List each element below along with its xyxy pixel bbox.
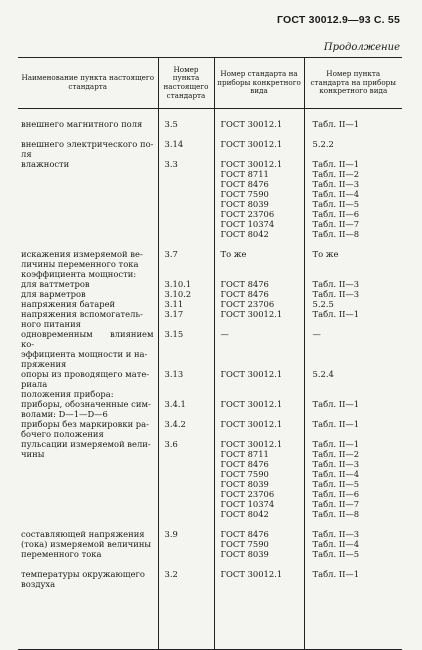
std-line: ГОСТ 7590 <box>221 539 301 549</box>
std-line: ГОСТ 8476 <box>221 279 301 289</box>
cell-name <box>18 439 158 519</box>
cell-clause <box>158 249 214 269</box>
name-line: риала <box>21 379 154 389</box>
cell-clause <box>158 529 214 559</box>
cell-clause <box>158 419 214 439</box>
name-line: напряжения вспомогатель- <box>21 309 154 319</box>
clause-text: 3.15 <box>165 329 211 339</box>
std-line: ГОСТ 8476 <box>221 289 301 299</box>
cell-clause <box>158 159 214 239</box>
cell-stdp <box>304 419 402 439</box>
table-body <box>18 109 402 650</box>
cell-std <box>214 309 304 329</box>
table-gap <box>18 519 402 529</box>
name-line: волами: D—1—D—6 <box>21 409 154 419</box>
stdp-line: Табл. II—3 <box>313 529 400 539</box>
cell-clause <box>158 289 214 299</box>
std-line: ГОСТ 30012.1 <box>221 119 301 129</box>
stdp-line: Табл. II—1 <box>313 569 400 579</box>
cell-name <box>18 529 158 559</box>
cell-clause <box>158 269 214 279</box>
stdp-line: 5.2.2 <box>313 139 400 149</box>
cell-name <box>18 269 158 279</box>
name-line: коэффициента мощности: <box>21 269 154 279</box>
std-line: ГОСТ 8039 <box>221 479 301 489</box>
clause-text: 3.10.1 <box>165 279 211 289</box>
clause-text: 3.6 <box>165 439 211 449</box>
table-spacer <box>18 109 402 120</box>
table-row <box>18 119 402 129</box>
std-line: ГОСТ 23706 <box>221 299 301 309</box>
stdp-line: Табл. II—1 <box>313 419 400 429</box>
cell-stdp <box>304 309 402 329</box>
name-line: эффициента мощности и на- <box>21 349 154 359</box>
cell-name <box>18 309 158 329</box>
name-line: бочего положения <box>21 429 154 439</box>
std-line: ГОСТ 7590 <box>221 469 301 479</box>
cell-std <box>214 529 304 559</box>
cell-std <box>214 419 304 439</box>
name-line: ля <box>21 149 154 159</box>
table-row <box>18 329 402 369</box>
cell-name <box>18 419 158 439</box>
table-gap <box>18 559 402 569</box>
name-line: внешнего магнитного поля <box>21 119 154 129</box>
cell-std <box>214 289 304 299</box>
stdp-line: Табл. II—6 <box>313 489 400 499</box>
cell-stdp <box>304 529 402 559</box>
table-row <box>18 299 402 309</box>
cell-name <box>18 369 158 389</box>
cell-std <box>214 569 304 650</box>
std-line: ГОСТ 8039 <box>221 199 301 209</box>
stdp-line: Табл. II—3 <box>313 179 400 189</box>
clause-text: 3.10.2 <box>165 289 211 299</box>
std-line: ГОСТ 8042 <box>221 229 301 239</box>
std-line: ГОСТ 8476 <box>221 179 301 189</box>
cell-clause <box>158 569 214 650</box>
cell-clause <box>158 439 214 519</box>
cell-name <box>18 329 158 369</box>
cell-stdp <box>304 389 402 399</box>
cell-name <box>18 569 158 650</box>
name-line: напряжения батарей <box>21 299 154 309</box>
column-header-standard-clause: Номер пункта стандарта на приборы конкретного вида <box>304 58 402 109</box>
std-line: ГОСТ 8039 <box>221 549 301 559</box>
name-line: опоры из проводящего мате- <box>21 369 154 379</box>
cell-name <box>18 289 158 299</box>
name-line: (тока) измеряемой величины <box>21 539 154 549</box>
table-row <box>18 159 402 239</box>
std-line: — <box>221 329 301 339</box>
stdp-line: Табл. II—4 <box>313 189 400 199</box>
name-line: переменного тока <box>21 549 154 559</box>
stdp-line: Табл. II—8 <box>313 229 400 239</box>
cell-stdp <box>304 279 402 289</box>
table-row <box>18 289 402 299</box>
table-header-row <box>18 58 402 109</box>
stdp-line: Табл. II—1 <box>313 309 400 319</box>
cell-clause <box>158 389 214 399</box>
name-line: приборы, обозначенные сим- <box>21 399 154 409</box>
cell-std <box>214 329 304 369</box>
table-row <box>18 439 402 519</box>
cell-std <box>214 159 304 239</box>
stdp-line: Табл. II—4 <box>313 539 400 549</box>
table-row <box>18 279 402 289</box>
std-line: ГОСТ 10374 <box>221 219 301 229</box>
std-line: ГОСТ 8711 <box>221 449 301 459</box>
cell-clause <box>158 139 214 159</box>
table-row <box>18 249 402 269</box>
cell-stdp <box>304 399 402 419</box>
continuation-label: Продолжение <box>324 42 400 53</box>
std-line: ГОСТ 8476 <box>221 529 301 539</box>
table-row <box>18 369 402 389</box>
cell-stdp <box>304 329 402 369</box>
std-line: ГОСТ 23706 <box>221 209 301 219</box>
cell-stdp <box>304 289 402 299</box>
cell-std <box>214 139 304 159</box>
stdp-line: 5.2.4 <box>313 369 400 379</box>
table-row <box>18 389 402 399</box>
name-line: температуры окружающего <box>21 569 154 579</box>
stdp-line: Табл. II—7 <box>313 499 400 509</box>
name-line: приборы без маркировки ра- <box>21 419 154 429</box>
cell-std <box>214 399 304 419</box>
cell-name <box>18 249 158 269</box>
cell-stdp <box>304 569 402 650</box>
clause-text: 3.7 <box>165 249 211 259</box>
std-line: ГОСТ 30012.1 <box>221 309 301 319</box>
cell-std <box>214 439 304 519</box>
cell-name <box>18 399 158 419</box>
cell-name <box>18 299 158 309</box>
cell-clause <box>158 369 214 389</box>
table-gap <box>18 239 402 249</box>
cell-std <box>214 279 304 289</box>
std-line: ГОСТ 30012.1 <box>221 369 301 379</box>
clause-text: 3.3 <box>165 159 211 169</box>
cell-stdp <box>304 249 402 269</box>
cell-stdp <box>304 299 402 309</box>
cell-name <box>18 279 158 289</box>
name-line: пряжения <box>21 359 154 369</box>
name-line: для варметров <box>21 289 154 299</box>
table-row <box>18 269 402 279</box>
stdp-line: — <box>313 329 400 339</box>
std-line: ГОСТ 30012.1 <box>221 569 301 579</box>
clause-text: 3.9 <box>165 529 211 539</box>
stdp-line: Табл. II—3 <box>313 279 400 289</box>
column-header-standard: Номер стандарта на приборы конкретного вида <box>214 58 304 109</box>
std-line: ГОСТ 23706 <box>221 489 301 499</box>
name-line: воздуха <box>21 579 154 589</box>
cell-stdp <box>304 269 402 279</box>
cell-name <box>18 159 158 239</box>
stdp-line: Табл. II—8 <box>313 509 400 519</box>
std-line: ГОСТ 8711 <box>221 169 301 179</box>
name-line: личины переменного тока <box>21 259 154 269</box>
stdp-line: Табл. II—2 <box>313 449 400 459</box>
stdp-line: Табл. II—1 <box>313 439 400 449</box>
stdp-line: Табл. II—2 <box>313 169 400 179</box>
std-line: ГОСТ 30012.1 <box>221 399 301 409</box>
name-line: положения прибора: <box>21 389 154 399</box>
cell-clause <box>158 279 214 289</box>
stdp-line: Табл. II—1 <box>313 119 400 129</box>
name-line: чины <box>21 449 154 459</box>
stdp-line: Табл. II—3 <box>313 289 400 299</box>
stdp-line: 5.2.5 <box>313 299 400 309</box>
clause-text: 3.17 <box>165 309 211 319</box>
stdp-line: Табл. II—4 <box>313 469 400 479</box>
stdp-line: Табл. II—7 <box>313 219 400 229</box>
stdp-line: То же <box>313 249 400 259</box>
name-line: составляющей напряжения <box>21 529 154 539</box>
table-row <box>18 419 402 439</box>
clause-text: 3.2 <box>165 569 211 579</box>
cell-stdp <box>304 119 402 129</box>
cell-clause <box>158 329 214 369</box>
name-line: одновременным влиянием ко- <box>21 329 154 349</box>
cell-clause <box>158 119 214 129</box>
std-line: ГОСТ 8476 <box>221 459 301 469</box>
cell-clause <box>158 299 214 309</box>
name-line: ного питания <box>21 319 154 329</box>
page-header: ГОСТ 30012.9—93 С. 55 <box>277 14 400 26</box>
cell-clause <box>158 309 214 329</box>
cell-std <box>214 119 304 129</box>
cell-clause <box>158 399 214 419</box>
table-row <box>18 139 402 159</box>
std-line: ГОСТ 7590 <box>221 189 301 199</box>
table-row <box>18 309 402 329</box>
cell-name <box>18 139 158 159</box>
cell-stdp <box>304 139 402 159</box>
stdp-line: Табл. II—5 <box>313 549 400 559</box>
cell-stdp <box>304 159 402 239</box>
cell-std <box>214 369 304 389</box>
std-line: ГОСТ 30012.1 <box>221 439 301 449</box>
clause-text: 3.11 <box>165 299 211 309</box>
cell-std <box>214 269 304 279</box>
stdp-line: Табл. II—5 <box>313 479 400 489</box>
name-line: влажности <box>21 159 154 169</box>
name-line: внешнего электрического по- <box>21 139 154 149</box>
standards-table <box>18 57 402 650</box>
clause-text: 3.13 <box>165 369 211 379</box>
table-row <box>18 399 402 419</box>
table-gap <box>18 129 402 139</box>
clause-text: 3.4.1 <box>165 399 211 409</box>
stdp-line: Табл. II—5 <box>313 199 400 209</box>
name-line: искажения измеряемой ве- <box>21 249 154 259</box>
std-line: То же <box>221 249 301 259</box>
stdp-line: Табл. II—1 <box>313 399 400 409</box>
name-line: для ваттметров <box>21 279 154 289</box>
cell-stdp <box>304 369 402 389</box>
table-row <box>18 569 402 650</box>
std-line: ГОСТ 30012.1 <box>221 419 301 429</box>
cell-name <box>18 119 158 129</box>
column-header-name: Наименование пункта настоящего стандарта <box>18 58 158 109</box>
cell-name <box>18 389 158 399</box>
column-header-clause: Номер пункта настоящего стандарта <box>158 58 214 109</box>
std-line: ГОСТ 30012.1 <box>221 159 301 169</box>
std-line: ГОСТ 8042 <box>221 509 301 519</box>
cell-std <box>214 299 304 309</box>
std-line: ГОСТ 10374 <box>221 499 301 509</box>
stdp-line: Табл. II—3 <box>313 459 400 469</box>
name-line: пульсации измеряемой вели- <box>21 439 154 449</box>
std-line: ГОСТ 30012.1 <box>221 139 301 149</box>
cell-std <box>214 249 304 269</box>
cell-stdp <box>304 439 402 519</box>
clause-text: 3.5 <box>165 119 211 129</box>
clause-text: 3.14 <box>165 139 211 149</box>
stdp-line: Табл. II—6 <box>313 209 400 219</box>
stdp-line: Табл. II—1 <box>313 159 400 169</box>
cell-std <box>214 389 304 399</box>
table-row <box>18 529 402 559</box>
clause-text: 3.4.2 <box>165 419 211 429</box>
